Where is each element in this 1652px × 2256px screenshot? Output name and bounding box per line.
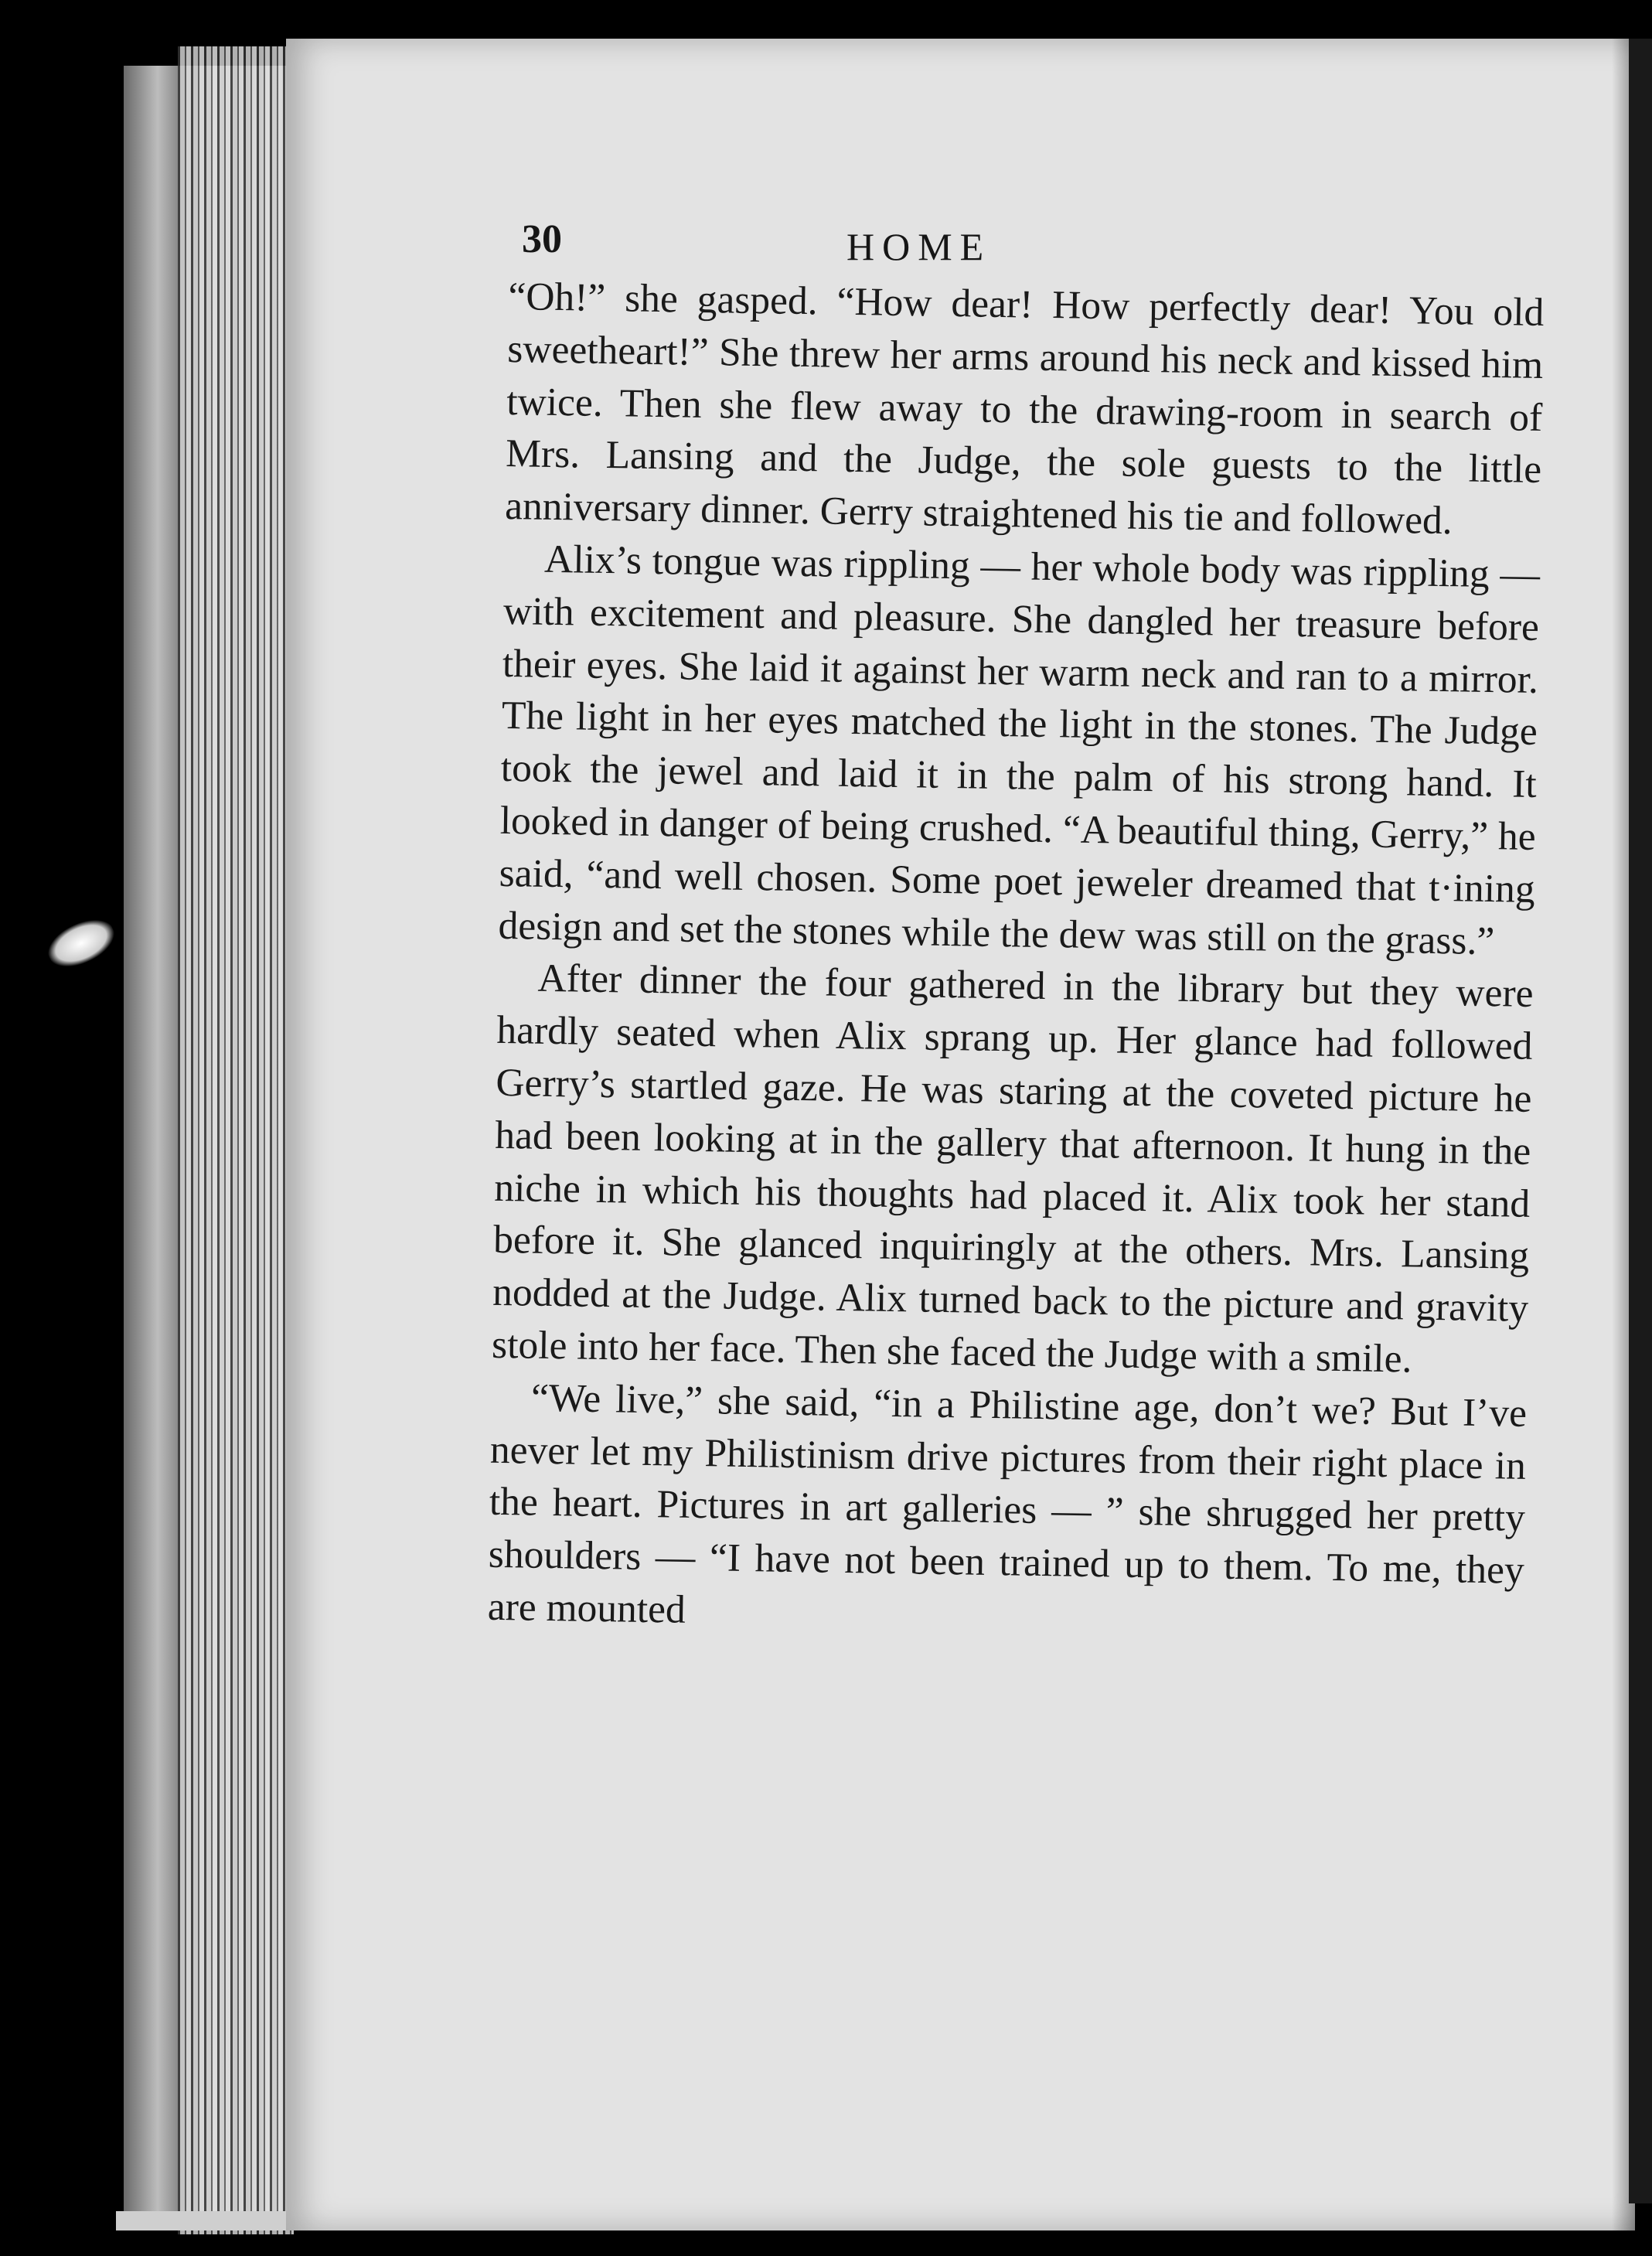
paper-tear-mark [42,911,121,975]
page-stack-edge [178,46,294,2234]
paragraph-3: After dinner the four gathered in the library but they were hardly seated when Alix sprang up. Her glance had followed Gerry’s startled gaze. He was staring at the coveted picture he had been looking at in the gallery that afternoon. It hung in the niche in which his thoughts had placed it. Alix took her stand before it. She glanced inquiringly at the others. Mrs. Lansing nodded at the Judge. Alix turned back to the picture and gravity stole into her face. Then she faced the Judge with a smile. [491,956,1534,1382]
paragraph-2: Alix’s tongue was rippling — her whole body was rippling — with excitement and pleasure. She dangled her treasure before their eyes. She laid it against her warm neck and ran to a mirror. The light in her eyes matched the light in the stones. The Judge took the jewel and laid it in the palm of his strong hand. It looked in danger of being crushed. “A beautiful thing, Gerry,” he said, “and well chosen. Some poet jeweler dreamed that t·ining design and set the stones while the dew was still on the grass.” [498,537,1541,963]
paragraph-1: “Oh!” she gasped. “How dear! How perfectly dear! You old sweetheart!” She threw her arms around his neck and kissed him twice. Then she flew away to the drawing-room in search of Mrs. Lansing and the Judge, the sole guests to the little anniversary dinner. Gerry straightened his tie and followed. [504,274,1545,544]
paragraph-4: “We live,” she said, “in a Philistine age, don’t we? But I’ve never let my Philistinism drive pictures from their right place in the heart. Pictures in art galleries — ” she shrugged her pretty shoulders — “I have not been trained up to them. To me, they are mounted [487,1375,1528,1632]
page-header [522,186,1550,278]
scan-border [1629,39,1652,2203]
body-text [487,271,1545,1650]
page-number: 30 [522,217,562,261]
running-head: HOME [846,225,992,268]
book-page [286,39,1635,2230]
